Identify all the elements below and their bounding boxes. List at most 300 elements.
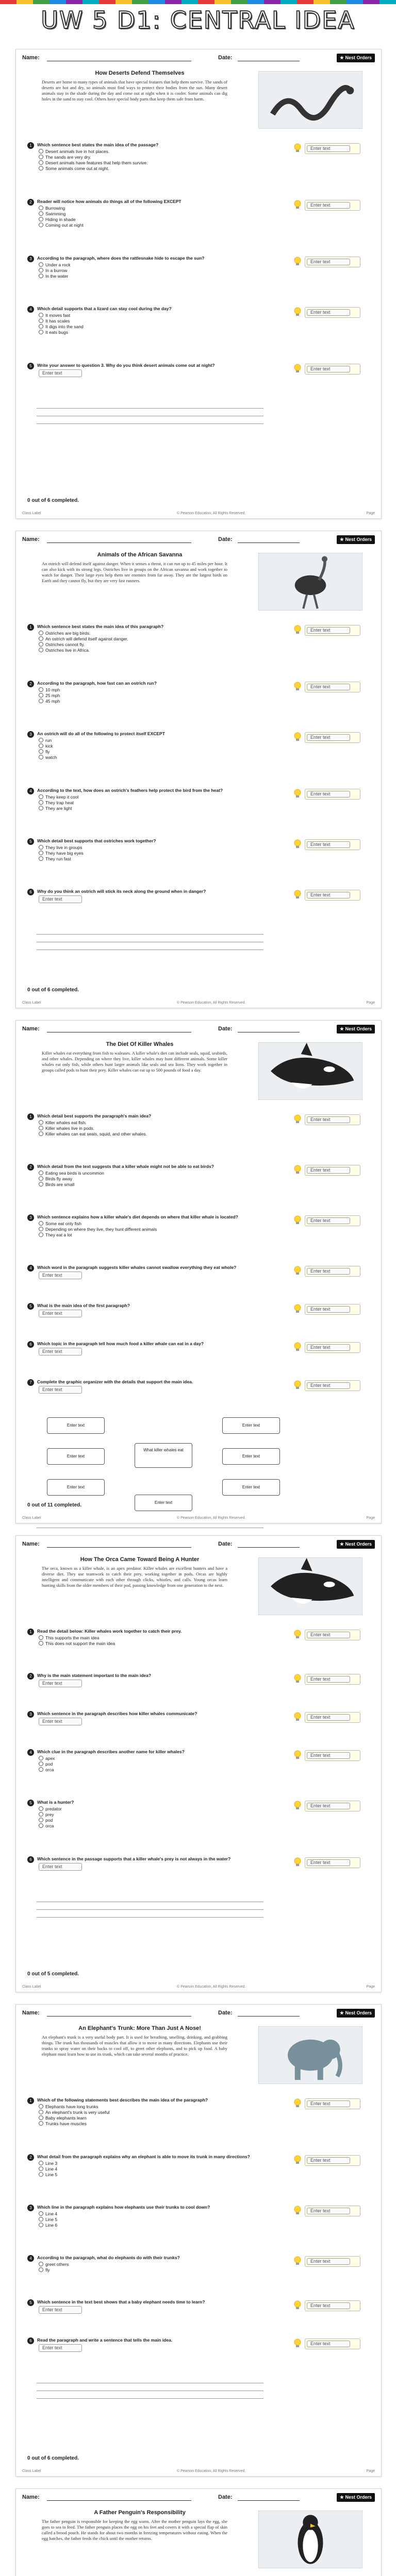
radio-icon[interactable] [39, 1221, 43, 1226]
hint-box [305, 2338, 360, 2349]
hint-entry[interactable]: Enter text [307, 145, 350, 152]
answer-option[interactable]: Desert animals live in hot places. [39, 149, 265, 155]
hint-entry[interactable]: Enter text [307, 2341, 350, 2347]
radio-icon[interactable] [39, 1823, 43, 1828]
answer-row [39, 895, 265, 903]
radio-icon[interactable] [39, 155, 43, 159]
answer-option[interactable]: They keep it cool [39, 794, 265, 800]
hint-entry[interactable]: Enter text [307, 791, 350, 798]
answer-option[interactable]: watch [39, 755, 265, 760]
answer-option[interactable]: Ostriches cannot fly. [39, 642, 265, 648]
hint-box [305, 364, 360, 375]
hint-entry[interactable]: Enter text [307, 309, 350, 316]
radio-icon[interactable] [39, 1126, 43, 1130]
passage-text: The orca, known as a killer whale, is an apex predator. Killer whales are excellent hunters and have a diverse diet. They use teamwork to catch their prey, working together in pods. Orcas are highly intelligent and communicate with each other through clicks, whistles, and calls. Young orcas learn hunting skills from the older members of their pod, passing knowledge from one generation to the next. [42, 1566, 227, 1588]
question-text: What detail from the paragraph explains why an elephant is able to move its trunk in many directions? [37, 2154, 250, 2159]
radio-icon[interactable] [39, 1232, 43, 1237]
answer-option[interactable]: Birds are small [39, 1182, 265, 1188]
hint-entry[interactable]: Enter text [307, 366, 350, 372]
question-number: 3 [27, 2205, 34, 2211]
organizer-box[interactable]: Enter text [47, 1448, 105, 1465]
question-number: 6 [27, 1341, 34, 1348]
lightbulb-icon [293, 307, 302, 316]
question-number: 3 [27, 1214, 34, 1221]
answer-option[interactable]: 10 mph [39, 687, 265, 693]
answer-option[interactable]: Line 6 [39, 2223, 265, 2228]
hint-entry[interactable]: Enter text [307, 1306, 350, 1313]
question-number: 2 [27, 199, 34, 206]
radio-icon[interactable] [39, 2121, 43, 2126]
hint-box [305, 789, 360, 800]
answer-option[interactable]: pod [39, 1761, 265, 1767]
hint-entry[interactable]: Enter text [307, 1167, 350, 1174]
answer-option[interactable]: Birds fly away [39, 1176, 265, 1182]
answer-option[interactable]: An ostrich will defend itself against danger. [39, 636, 265, 642]
radio-icon[interactable] [39, 1812, 43, 1817]
question-number: 4 [27, 1265, 34, 1272]
answer-option[interactable]: Killer whales live in pods. [39, 1126, 265, 1131]
radio-icon[interactable] [39, 206, 43, 210]
hint-box [305, 2256, 360, 2267]
question-text: An ostrich will do all of the following to protect itself EXCEPT [37, 731, 165, 736]
organizer-box[interactable]: Enter text [47, 1417, 105, 1434]
hint-box [305, 625, 360, 636]
answer-option[interactable]: They are light [39, 806, 265, 811]
worksheet-footer [22, 2469, 375, 2473]
question-text: According to the paragraph, how fast can an ostrich run? [37, 681, 157, 686]
answer-option[interactable]: pod [39, 1818, 265, 1823]
organizer-center: What killer whales eat [135, 1443, 192, 1468]
hint-entry[interactable]: Enter text [307, 259, 350, 265]
radio-icon[interactable] [39, 845, 43, 850]
answer-row [39, 2306, 265, 2314]
radio-icon[interactable] [39, 2211, 43, 2216]
name-line[interactable] [47, 2500, 191, 2501]
lightbulb-icon [293, 625, 302, 634]
radio-icon[interactable] [39, 149, 43, 154]
lightbulb-icon [293, 1165, 302, 1174]
answer-option[interactable]: Coming out at night [39, 223, 265, 228]
answer-option[interactable]: prey [39, 1812, 265, 1818]
radio-icon[interactable] [39, 1635, 43, 1640]
radio-icon[interactable] [39, 648, 43, 652]
hint-entry[interactable]: Enter text [307, 1632, 350, 1638]
radio-icon[interactable] [39, 851, 43, 855]
answer-option[interactable]: orca [39, 1767, 265, 1773]
answer-option[interactable]: Eating sea birds is uncommon [39, 1171, 265, 1176]
question-text: What is the main idea of the first paragraph? [37, 1303, 130, 1308]
answer-input[interactable]: Enter text [39, 2306, 82, 2314]
answer-option[interactable]: Burrowing [39, 206, 265, 211]
answer-option[interactable]: Line 4 [39, 2211, 265, 2217]
footer-center: © Pearson Education, All Rights Reserved. [177, 2469, 246, 2473]
radio-icon[interactable] [39, 699, 43, 703]
question-text: Which topic in the paragraph tell how much food a killer whale can eat in a day? [37, 1341, 204, 1346]
answer-option[interactable]: Hiding in shade [39, 217, 265, 223]
footer-center: © Pearson Education, All Rights Reserved. [177, 1985, 246, 1989]
answer-option[interactable]: Some eat only fish [39, 1221, 265, 1227]
question [27, 2097, 265, 2127]
radio-icon[interactable] [39, 1761, 43, 1766]
question-number: 6 [27, 2337, 34, 2344]
lightbulb-icon [293, 364, 302, 373]
question-number: 7 [27, 1379, 34, 1386]
question-text: Which line in the paragraph explains how elephants use their trunks to cool down? [37, 2205, 210, 2210]
question [27, 2154, 265, 2178]
passage-text: Killer whales eat everything from fish to walruses. A killer whale's diet can include seals, squid, seabirds, and other whales. Depending on where they live, killer whales may hunt different animals. Some killer whales eat only fish, while others hunt larger animals like seals and sea lions. They work together in groups called pods to hunt their prey. Killer whales can eat up to 500 pounds of food a day. [42, 1050, 227, 1073]
answer-option[interactable]: apex [39, 1756, 265, 1761]
passage-text: An elephant's trunk is a very useful body part. It is used for breathing, smelling, drinking, and grabbing things. The trunk has thousands of muscles that allow it to move in many directions. Elephants use their trunks to spray water on their backs to cool off, to greet other elephants, and to pick up food. A baby elephant must learn how to use its trunk, which can take several months of practice. [42, 2035, 227, 2057]
answer-option[interactable]: Some animals come out at night. [39, 166, 265, 172]
hint-entry[interactable]: Enter text [307, 2258, 350, 2265]
hint-box [305, 732, 360, 743]
worksheet [15, 2004, 382, 2477]
question [27, 788, 265, 811]
radio-icon[interactable] [39, 160, 43, 165]
radio-icon[interactable] [39, 274, 43, 278]
answer-option[interactable]: It has scales [39, 318, 265, 324]
lightbulb-icon [293, 2206, 302, 2215]
hint-entry[interactable]: Enter text [307, 2100, 350, 2107]
answer-lines[interactable] [37, 1894, 263, 1918]
footer-left: Class Label [22, 1001, 41, 1005]
question-text: Write your answer to question 3. Why do you think desert animals come out at night? [37, 363, 215, 368]
passage-title: The Diet Of Killer Whales [106, 1041, 174, 1047]
radio-icon[interactable] [39, 313, 43, 317]
radio-icon[interactable] [39, 1767, 43, 1772]
question [27, 1113, 265, 1137]
answer-lines[interactable] [37, 401, 263, 424]
radio-icon[interactable] [39, 324, 43, 329]
question [27, 256, 265, 279]
question-number: 1 [27, 624, 34, 631]
organizer-box[interactable]: Enter text [222, 1417, 280, 1434]
worksheet-header [22, 1024, 375, 1035]
answer-input[interactable]: Enter text [39, 1386, 82, 1394]
answer-option[interactable]: Elephants have long trunks [39, 2104, 265, 2110]
question [27, 1164, 265, 1188]
hint-entry[interactable]: Enter text [307, 1116, 350, 1123]
answer-option[interactable]: run [39, 738, 265, 743]
radio-icon[interactable] [39, 636, 43, 641]
question-number: 1 [27, 1113, 34, 1120]
hint-entry[interactable]: Enter text [307, 684, 350, 690]
hint-box [305, 1266, 360, 1277]
name-label: Name: [22, 1541, 40, 1547]
answer-option[interactable]: It eats bugs [39, 330, 265, 335]
lightbulb-icon [293, 1114, 302, 1124]
answer-input[interactable]: Enter text [39, 1863, 82, 1871]
radio-icon[interactable] [39, 318, 43, 323]
question-number: 5 [27, 363, 34, 369]
radio-icon[interactable] [39, 268, 43, 273]
answer-option[interactable]: This does not support the main idea [39, 1641, 265, 1647]
answer-option[interactable]: Line 3 [39, 2161, 265, 2166]
answer-option[interactable]: It digs into the sand [39, 324, 265, 330]
hint-entry[interactable]: Enter text [307, 202, 350, 209]
radio-icon[interactable] [39, 166, 43, 171]
worksheet [15, 1020, 382, 1523]
radio-icon[interactable] [39, 642, 43, 647]
answer-option[interactable]: greet others [39, 2262, 265, 2267]
hint-box [305, 143, 360, 154]
question-number: 5 [27, 1303, 34, 1310]
answer-option[interactable]: An elephant's trunk is very useful [39, 2110, 265, 2115]
question-number: 6 [27, 889, 34, 895]
answer-option[interactable]: Ostriches are big birds. [39, 631, 265, 636]
page-title: UW 5 D1: CENTRAL IDEA [41, 6, 355, 34]
question [27, 1800, 265, 1829]
question-text: Which detail best supports the paragraph's main idea? [37, 1113, 152, 1118]
radio-icon[interactable] [39, 262, 43, 267]
hint-entry[interactable]: Enter text [307, 2302, 350, 2309]
answer-option[interactable]: Line 5 [39, 2172, 265, 2178]
hint-entry[interactable]: Enter text [307, 1676, 350, 1683]
radio-icon[interactable] [39, 2217, 43, 2222]
lightbulb-icon [293, 2300, 302, 2310]
hint-box [305, 890, 360, 901]
organizer-box[interactable]: Enter text [222, 1448, 280, 1465]
radio-icon[interactable] [39, 1171, 43, 1175]
animal-illustration [258, 2026, 362, 2084]
completion-score: 0 out of 11 completed. [27, 1502, 82, 1508]
hint-entry[interactable]: Enter text [307, 1714, 350, 1721]
answer-option[interactable]: In a burrow [39, 268, 265, 274]
answer-option[interactable]: Baby elephants learn [39, 2115, 265, 2121]
question-text: Which detail from the text suggests that a killer whale might not be able to eat birds? [37, 1164, 214, 1169]
answer-option[interactable]: Depending on where they live, they hunt different animals [39, 1227, 265, 1232]
answer-option[interactable]: They have big eyes [39, 851, 265, 856]
question [27, 889, 265, 903]
hint-entry[interactable]: Enter text [307, 1752, 350, 1759]
question [27, 624, 265, 653]
lightbulb-icon [293, 1801, 302, 1810]
date-label: Date: [218, 2494, 233, 2500]
passage-text: An ostrich will defend itself against danger. When it senses a threat, it can run up to 45 miles per hour. It can also kick with its strong legs. Ostriches live in groups on the African savanna and work together to watch for danger. Their large eyes help them see enemies from far away. They are the largest birds on Earth and they cannot fly, but they are very fast runners. [42, 561, 227, 583]
radio-icon[interactable] [39, 743, 43, 748]
passage-title: Animals of the African Savanna [97, 552, 183, 558]
hint-entry[interactable]: Enter text [307, 1382, 350, 1389]
question [27, 838, 265, 862]
lightbulb-icon [293, 682, 302, 691]
organizer-box[interactable]: Enter text [47, 1479, 105, 1496]
radio-icon[interactable] [39, 2262, 43, 2266]
question-text: Which sentence in the paragraph describes how killer whales communicate? [37, 1711, 197, 1716]
radio-icon[interactable] [39, 217, 43, 222]
radio-icon[interactable] [39, 330, 43, 334]
footer-left: Class Label [22, 512, 41, 515]
answer-option[interactable]: fly [39, 2267, 265, 2273]
question-text: Which detail supports that a lizard can stay cool during the day? [37, 306, 172, 311]
answer-option[interactable]: They run fast [39, 856, 265, 862]
hint-box [305, 1630, 360, 1640]
radio-icon[interactable] [39, 1120, 43, 1125]
hint-entry[interactable]: Enter text [307, 627, 350, 634]
animal-illustration [258, 1042, 362, 1100]
completion-score: 0 out of 6 completed. [27, 987, 79, 993]
answer-option[interactable]: predator [39, 1806, 265, 1812]
answer-lines[interactable] [37, 2376, 263, 2399]
question-text: Which clue in the paragraph describes another name for killer whales? [37, 1749, 185, 1754]
question-number: 2 [27, 2154, 34, 2161]
radio-icon[interactable] [39, 631, 43, 635]
completion-score: 0 out of 5 completed. [27, 1971, 79, 1977]
hint-entry[interactable]: Enter text [307, 1344, 350, 1351]
radio-icon[interactable] [39, 1182, 43, 1187]
answer-input[interactable]: Enter text [39, 369, 82, 377]
question-number: 2 [27, 1164, 34, 1171]
answer-option[interactable]: They trap heat [39, 800, 265, 806]
answer-option[interactable]: kick [39, 743, 265, 749]
passage-title: A Father Penguin's Responsibility [94, 2510, 186, 2516]
answer-input[interactable]: Enter text [39, 895, 82, 903]
question-number: 6 [27, 1856, 34, 1863]
passage-text: The father penguin is responsible for keeping the egg warm. After the mother penguin lays the egg, she goes to sea to feed. The father penguin places the egg on his feet and covers it with a special flap of skin called a brood pouch. He stands for about two months in freezing temperatures without eating. When the egg hatches, the father feeds the chick until the mother returns. [42, 2519, 227, 2541]
question-text: Which sentence in the passage supports that a killer whale's prey is not always in the water? [37, 1856, 231, 1861]
answer-option[interactable]: 25 mph [39, 693, 265, 699]
answer-option[interactable]: Killer whales eat fish. [39, 1120, 265, 1126]
hint-entry[interactable]: Enter text [307, 1859, 350, 1866]
radio-icon[interactable] [39, 749, 43, 754]
answer-option[interactable]: They live in groups [39, 845, 265, 851]
radio-icon[interactable] [39, 800, 43, 805]
lightbulb-icon [293, 890, 302, 899]
hint-entry[interactable]: Enter text [307, 892, 350, 899]
question-text: Why do you think an ostrich will stick its neck along the ground when in danger? [37, 889, 206, 894]
worksheet-header [22, 534, 375, 546]
radio-icon[interactable] [39, 1641, 43, 1646]
answer-row [39, 1718, 265, 1725]
date-line[interactable] [238, 2500, 300, 2501]
hint-entry[interactable]: Enter text [307, 2208, 350, 2214]
radio-icon[interactable] [39, 794, 43, 799]
lightbulb-icon [293, 1750, 302, 1759]
hint-entry[interactable]: Enter text [307, 1268, 350, 1275]
radio-icon[interactable] [39, 693, 43, 698]
radio-icon[interactable] [39, 1227, 43, 1231]
answer-option[interactable]: Line 4 [39, 2166, 265, 2172]
answer-option[interactable]: This supports the main idea [39, 1635, 265, 1641]
radio-icon[interactable] [39, 211, 43, 216]
radio-icon[interactable] [39, 1806, 43, 1811]
hint-entry[interactable]: Enter text [307, 1217, 350, 1224]
hint-entry[interactable]: Enter text [307, 734, 350, 741]
answer-input[interactable]: Enter text [39, 1272, 82, 1279]
footer-center: © Pearson Education, All Rights Reserved. [177, 1516, 246, 1520]
answer-option[interactable]: Desert animals have features that help them survive. [39, 160, 265, 166]
answer-option[interactable]: In the water [39, 274, 265, 279]
radio-icon[interactable] [39, 1131, 43, 1136]
organizer-box[interactable]: Enter text [135, 1495, 192, 1511]
hint-box [305, 1304, 360, 1315]
question [27, 1629, 265, 1647]
radio-icon[interactable] [39, 2267, 43, 2272]
answer-option[interactable]: fly [39, 749, 265, 755]
hint-box [305, 1342, 360, 1353]
worksheet-footer [22, 512, 375, 515]
radio-icon[interactable] [39, 2172, 43, 2177]
radio-icon[interactable] [39, 687, 43, 692]
answer-option[interactable]: 45 mph [39, 699, 265, 704]
answer-option[interactable]: The sands are very dry. [39, 155, 265, 160]
radio-icon[interactable] [39, 856, 43, 861]
radio-icon[interactable] [39, 806, 43, 810]
question-number: 5 [27, 1800, 34, 1806]
hint-entry[interactable]: Enter text [307, 1803, 350, 1809]
answer-input[interactable]: Enter text [39, 1348, 82, 1355]
answer-option[interactable]: They eat a lot [39, 1232, 265, 1238]
brand-badge: ★ Nest Orders [337, 2493, 375, 2502]
radio-icon[interactable] [39, 1176, 43, 1181]
animal-illustration [258, 2511, 362, 2568]
hint-entry[interactable]: Enter text [307, 2157, 350, 2164]
passage-title: How The Orca Came Toward Being A Hunter [80, 1556, 200, 1563]
radio-icon[interactable] [39, 2223, 43, 2227]
lightbulb-icon [293, 1630, 302, 1639]
question-text: Which of the following statements best describes the main idea of the paragraph? [37, 2097, 208, 2103]
radio-icon[interactable] [39, 223, 43, 227]
answer-input[interactable]: Enter text [39, 1718, 82, 1725]
radio-icon[interactable] [39, 2166, 43, 2171]
name-line[interactable] [47, 1547, 191, 1548]
answer-input[interactable]: Enter text [39, 1680, 82, 1687]
answer-lines[interactable] [37, 927, 263, 950]
worksheet [15, 2488, 382, 2576]
answer-option[interactable]: Trunks have muscles [39, 2121, 265, 2127]
radio-icon[interactable] [39, 2115, 43, 2120]
passage-title: How Deserts Defend Themselves [95, 70, 185, 76]
radio-icon[interactable] [39, 2161, 43, 2165]
radio-icon[interactable] [39, 2104, 43, 2109]
answer-input[interactable]: Enter text [39, 1310, 82, 1317]
answer-option[interactable]: Ostriches live in Africa. [39, 648, 265, 653]
radio-icon[interactable] [39, 755, 43, 759]
question [27, 1379, 265, 1394]
name-label: Name: [22, 55, 40, 61]
lightbulb-icon [293, 1215, 302, 1225]
question [27, 731, 265, 760]
hint-box [305, 1801, 360, 1811]
answer-option[interactable]: Line 5 [39, 2217, 265, 2223]
footer-left: Class Label [22, 1985, 41, 1989]
organizer-box[interactable]: Enter text [222, 1479, 280, 1496]
question [27, 1341, 265, 1355]
answer-option[interactable]: Swimming [39, 211, 265, 217]
question-number: 2 [27, 1673, 34, 1680]
answer-row [39, 2344, 265, 2352]
answer-option[interactable]: It moves fast [39, 313, 265, 318]
answer-input[interactable]: Enter text [39, 2344, 82, 2352]
answer-option[interactable]: Under a rock [39, 262, 265, 268]
hint-entry[interactable]: Enter text [307, 841, 350, 848]
answer-option[interactable]: Killer whales can eat seals, squid, and other whales. [39, 1131, 265, 1137]
question-text: Which detail best supports that ostriches work together? [37, 838, 156, 843]
radio-icon[interactable] [39, 738, 43, 742]
hint-box [305, 839, 360, 850]
hint-box [305, 2300, 360, 2311]
hint-box [305, 200, 360, 211]
radio-icon[interactable] [39, 2110, 43, 2114]
name-label: Name: [22, 1026, 40, 1032]
date-line[interactable] [238, 1547, 300, 1548]
radio-icon[interactable] [39, 1818, 43, 1822]
hint-box [305, 1674, 360, 1685]
answer-option[interactable]: orca [39, 1823, 265, 1829]
footer-right: Page [366, 1516, 375, 1520]
name-label: Name: [22, 2010, 40, 2016]
question [27, 1303, 265, 1317]
radio-icon[interactable] [39, 1756, 43, 1760]
